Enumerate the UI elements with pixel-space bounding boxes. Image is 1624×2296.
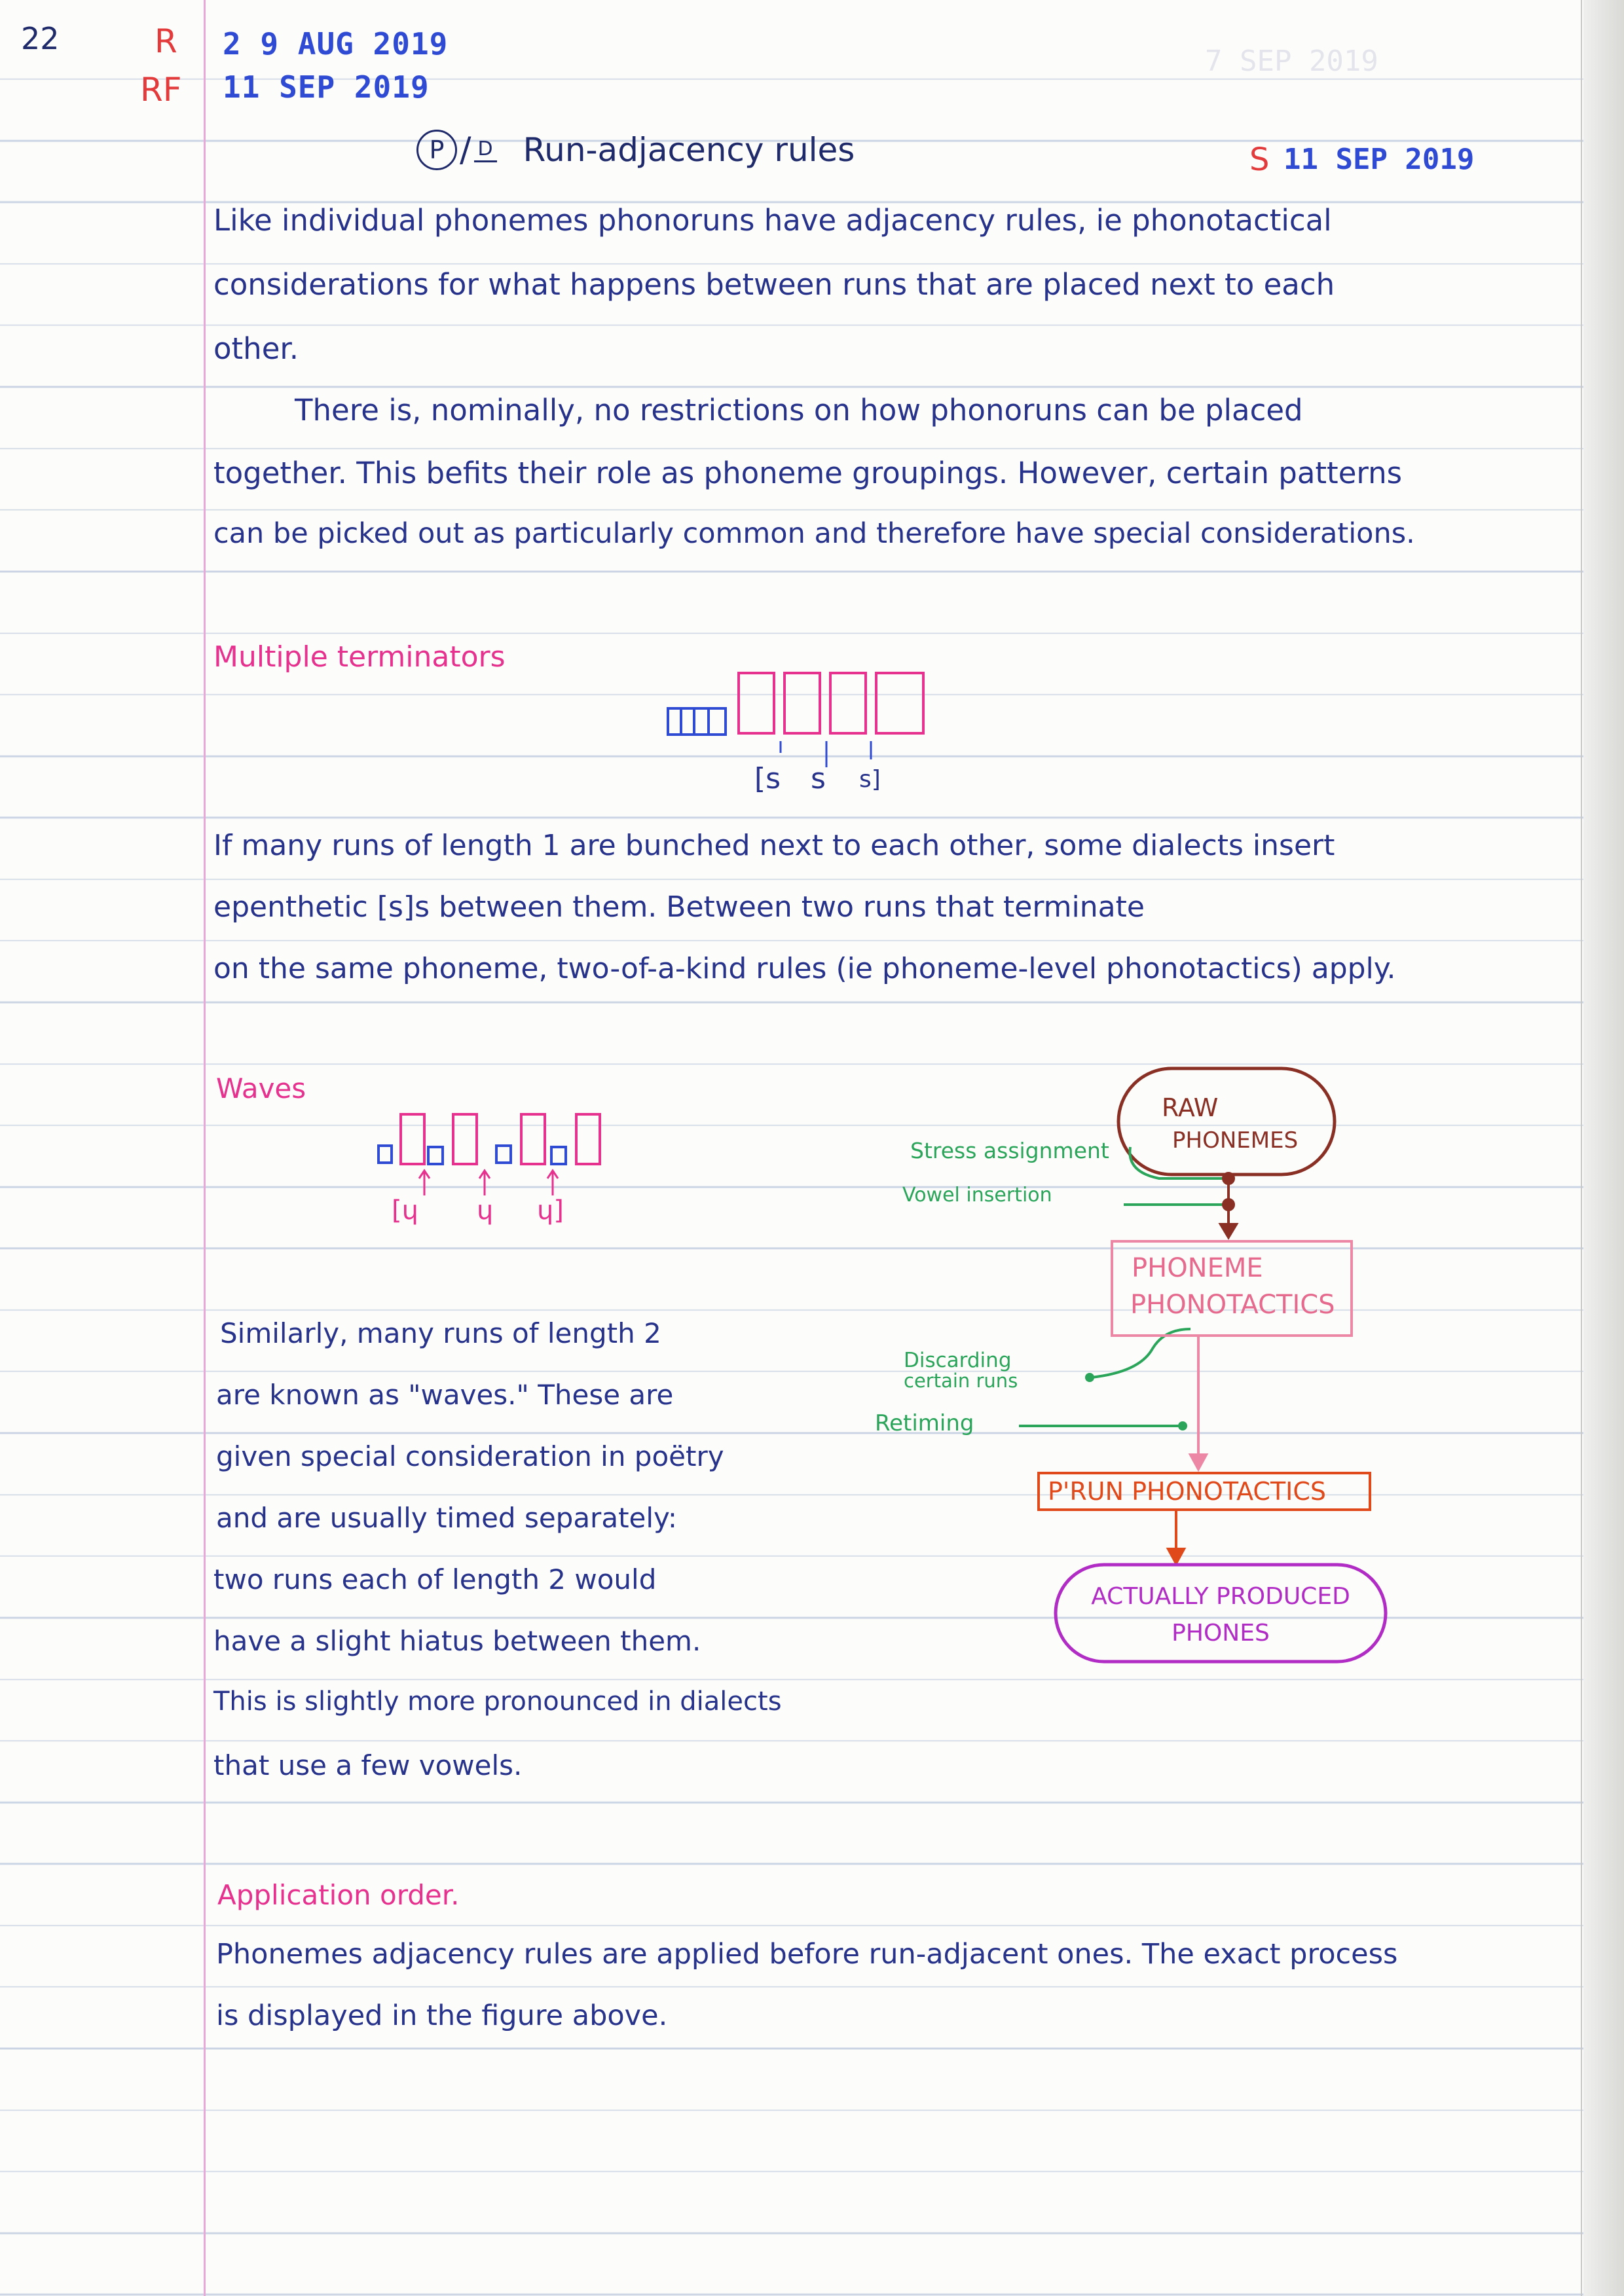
connector-dots bbox=[1085, 1373, 1187, 1430]
date-stamp-faint: 7 SEP 2019 bbox=[1205, 45, 1378, 78]
waves-line-1: Similarly, many runs of length 2 bbox=[220, 1317, 661, 1349]
prun-phonotactics-label: P'RUN PHONOTACTICS bbox=[1048, 1477, 1327, 1506]
phoneme-phonotactics-line-1: PHONEME bbox=[1132, 1253, 1263, 1283]
raw-phonemes-line-2: PHONEMES bbox=[1172, 1127, 1299, 1154]
intro-line-3: other. bbox=[213, 331, 299, 366]
badge-d-triangle: D bbox=[474, 137, 497, 162]
terminators-line-2: epenthetic [s]s between them. Between two runs that terminate bbox=[213, 890, 1145, 924]
terminators-line-3: on the same phoneme, two-of-a-kind rules (ie phoneme-level phonotactics) apply. bbox=[213, 952, 1396, 985]
intro-line-5: together. This befits their role as phoneme groupings. However, certain patterns bbox=[213, 456, 1403, 490]
raw-to-phonotactics-arrow bbox=[1221, 1173, 1236, 1237]
waves-line-4: and are usually timed separately: bbox=[216, 1502, 677, 1534]
page-number: 22 bbox=[21, 21, 60, 56]
phonotactics-to-prun-arrow bbox=[1190, 1337, 1206, 1469]
badge-slash: / bbox=[460, 130, 471, 170]
waves-line-2: are known as "waves." These are bbox=[216, 1379, 674, 1411]
status-letter: S bbox=[1249, 141, 1270, 178]
intro-line-6: can be picked out as particularly common and therefore have special considerations. bbox=[213, 517, 1415, 550]
date-stamp-second: 11 SEP 2019 bbox=[223, 69, 430, 105]
stress-assignment-label: Stress assignment bbox=[910, 1138, 1109, 1163]
raw-phonemes-line-1: RAW bbox=[1162, 1093, 1219, 1122]
waves-line-8: that use a few vowels. bbox=[213, 1749, 523, 1781]
page-title: Run-adjacency rules bbox=[523, 131, 855, 169]
application-order-heading: Application order. bbox=[217, 1879, 460, 1911]
multiple-terminators-heading: Multiple terminators bbox=[213, 640, 506, 674]
review-mark-r: R bbox=[155, 22, 177, 60]
retiming-label: Retiming bbox=[875, 1410, 974, 1436]
intro-line-2: considerations for what happens between runs that are placed next to each bbox=[213, 267, 1335, 302]
review-mark-rf: RF bbox=[140, 71, 182, 109]
intro-line-4: There is, nominally, no restrictions on how phonoruns can be placed bbox=[295, 393, 1303, 428]
status-stamp: 11 SEP 2019 bbox=[1283, 143, 1475, 176]
waves-line-6: have a slight hiatus between them. bbox=[213, 1625, 701, 1657]
prun-to-produced-arrow bbox=[1168, 1511, 1184, 1563]
terminator-label-1: [s bbox=[754, 762, 781, 795]
wave-label-1: [ɥ bbox=[392, 1195, 418, 1226]
waves-heading: Waves bbox=[216, 1072, 306, 1104]
waves-line-5: two runs each of length 2 would bbox=[213, 1563, 657, 1595]
badge-p-circle: P bbox=[416, 130, 457, 170]
application-order-line-2: is displayed in the figure above. bbox=[216, 1999, 668, 2032]
waves-line-7: This is slightly more pronounced in dialects bbox=[213, 1686, 782, 1717]
wave-label-3: ɥ] bbox=[537, 1195, 564, 1226]
terminators-line-1: If many runs of length 1 are bunched next to each other, some dialects insert bbox=[213, 829, 1335, 862]
actually-produced-line-1: ACTUALLY PRODUCED bbox=[1091, 1583, 1350, 1610]
terminator-label-2: s bbox=[811, 762, 826, 795]
vowel-insertion-label: Vowel insertion bbox=[902, 1184, 1052, 1207]
waves-line-3: given special consideration in poëtry bbox=[216, 1440, 724, 1472]
date-stamp-first: 2 9 AUG 2019 bbox=[223, 26, 449, 62]
discarding-line-2: certain runs bbox=[904, 1370, 1018, 1392]
phoneme-phonotactics-line-2: PHONOTACTICS bbox=[1130, 1290, 1335, 1320]
application-order-line-1: Phonemes adjacency rules are applied before run-adjacent ones. The exact process bbox=[216, 1938, 1398, 1971]
raw-phonemes-node bbox=[1118, 1068, 1335, 1175]
actually-produced-line-2: PHONES bbox=[1172, 1620, 1270, 1647]
terminator-label-3: s] bbox=[859, 766, 881, 793]
actually-produced-node bbox=[1056, 1565, 1386, 1662]
intro-line-1: Like individual phonemes phonoruns have adjacency rules, ie phonotactical bbox=[213, 203, 1332, 238]
wave-label-2: ɥ bbox=[477, 1195, 494, 1226]
discarding-line-1: Discarding bbox=[904, 1349, 1012, 1372]
